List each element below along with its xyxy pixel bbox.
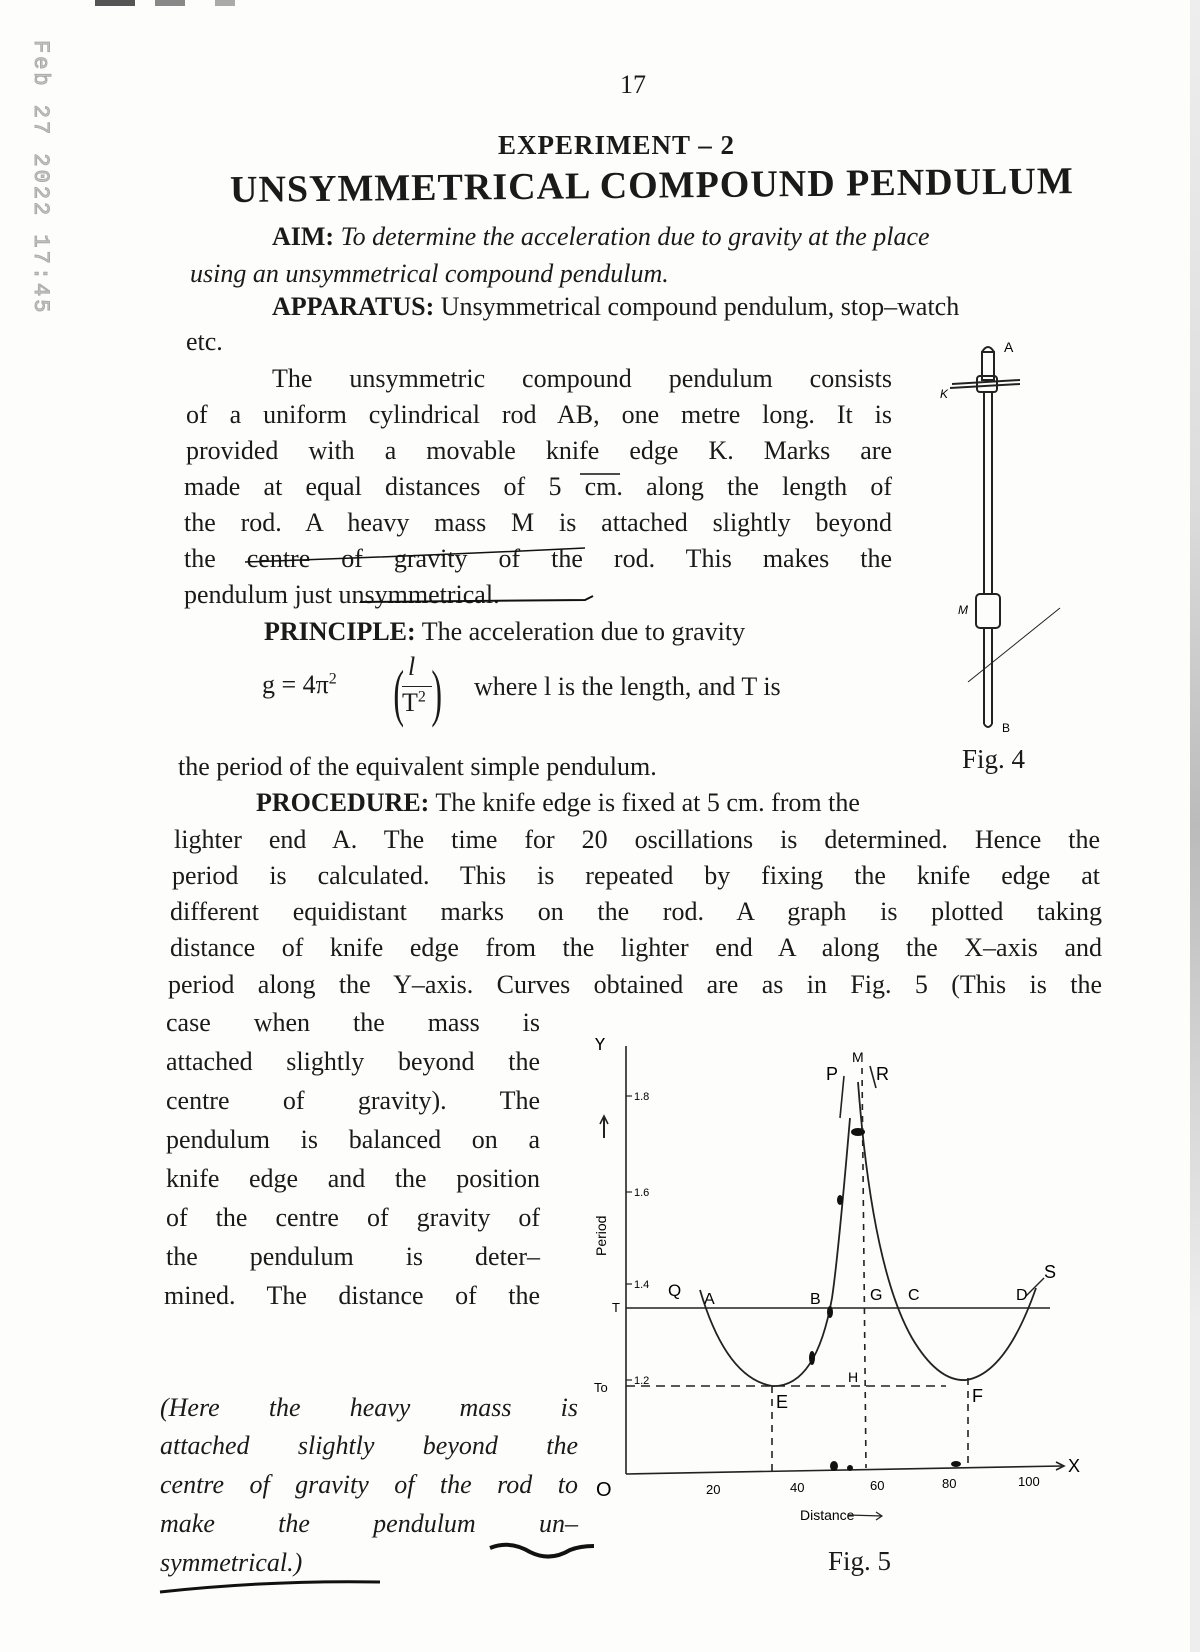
- formula-lhs: g = 4π: [262, 670, 329, 699]
- description-line: the rod. A heavy mass M is attached slightly beyond: [184, 508, 892, 537]
- note-line: (Here the heavy mass is: [160, 1393, 578, 1422]
- left-column-line: attached slightly beyond the: [166, 1047, 540, 1076]
- left-column-line: centre of gravity). The: [166, 1086, 540, 1115]
- fig5-curve-right: [858, 1082, 1036, 1380]
- fig5-y-tick-label: 1.8: [634, 1091, 650, 1103]
- procedure-line: period is calculated. This is repeated by fixing the knife edge at: [172, 861, 1100, 890]
- fig5-label-D: D: [1016, 1287, 1028, 1304]
- fig5-y-tick-label: 1.2: [634, 1375, 650, 1387]
- fig4-label-k: K: [940, 387, 949, 401]
- paren-right: ): [431, 657, 442, 728]
- fig5-label-B: B: [810, 1291, 821, 1308]
- fig4-caption: Fig. 4: [962, 744, 1026, 774]
- fig5-label-E: E: [776, 1392, 789, 1412]
- fig5-caption: Fig. 5: [828, 1546, 892, 1576]
- pen-underline: [245, 548, 585, 562]
- fig5-x-tick-label: 40: [790, 1480, 805, 1495]
- description-line: The unsymmetric compound pendulum consists: [272, 364, 892, 393]
- fig5-y-title: Period: [593, 1215, 609, 1256]
- fig5-x-tick-label: 80: [942, 1476, 957, 1491]
- apparatus-label: APPARATUS:: [272, 292, 435, 321]
- fig5-x-title: Distance: [800, 1507, 855, 1523]
- fig5-x-axis-label: X: [1068, 1456, 1081, 1476]
- pen-squiggle: [490, 1545, 594, 1557]
- principle-text: The acceleration due to gravity: [421, 617, 746, 646]
- page-edge-shadow: [1190, 0, 1200, 1652]
- apparatus-text-2: etc.: [186, 327, 223, 356]
- description-line: pendulum just unsymmetrical.: [184, 580, 500, 609]
- description-line: provided with a movable knife edge K. Marks are: [186, 436, 892, 465]
- fig4-rod-end: [984, 724, 992, 727]
- fig5-ink-dot: [827, 1306, 833, 1318]
- description-line: of a uniform cylindrical rod AB, one metre long. It is: [186, 400, 892, 429]
- left-column-line: of the centre of gravity of: [166, 1203, 540, 1232]
- fig5-x-tick-label: 100: [1018, 1474, 1040, 1489]
- fig5-y-tick-label: 1.4: [634, 1279, 650, 1291]
- fig5-ink-dot: [851, 1128, 865, 1136]
- procedure-line: lighter end A. The time for 20 oscillations is determined. Hence the: [174, 825, 1100, 854]
- left-column-line: mined. The distance of the: [164, 1281, 540, 1310]
- fig4-label-a: A: [1004, 340, 1014, 355]
- fig5-x-axis: [626, 1466, 1062, 1474]
- fig5-ink-dot: [847, 1465, 853, 1471]
- fig5-period-distance-graph: [586, 1038, 1096, 1530]
- left-column-line: knife edge and the position: [166, 1164, 540, 1193]
- fig5-T0-label: To: [594, 1380, 608, 1395]
- apparatus-text-1: Unsymmetrical compound pendulum, stop–watch: [440, 292, 960, 321]
- fig5-origin-label: O: [596, 1479, 612, 1501]
- fig5-label-H: H: [848, 1369, 859, 1385]
- fig5-label-M: M: [852, 1049, 864, 1065]
- handwritten-description-marks: [240, 440, 620, 620]
- fig5-label-S: S: [1044, 1262, 1057, 1282]
- paren-left: (: [393, 657, 404, 728]
- frac-denominator: T: [402, 688, 418, 717]
- left-column-line: case when the mass is: [166, 1008, 540, 1037]
- procedure-label: PROCEDURE:: [256, 788, 430, 817]
- fig5-ink-dot: [951, 1461, 961, 1467]
- page-number: 17: [620, 70, 646, 99]
- fig5-x-tick-label: 60: [870, 1478, 885, 1493]
- fig4-label-b: B: [1002, 721, 1011, 735]
- procedure-line: distance of knife edge from the lighter end A along the X–axis and: [170, 933, 1102, 962]
- note-line: symmetrical.): [160, 1548, 303, 1577]
- fig5-label-A: A: [704, 1291, 715, 1308]
- fig5-label-P: P: [826, 1064, 839, 1084]
- fig5-label-R: R: [876, 1064, 889, 1084]
- aim-text-1: To determine the acceleration due to gravity at the place: [340, 222, 930, 251]
- procedure-line: The knife edge is fixed at 5 cm. from the: [435, 788, 860, 817]
- fig5-T-label: T: [612, 1300, 620, 1315]
- frac-bar: [402, 686, 432, 687]
- apparatus-section: [272, 288, 959, 325]
- fig4-knife-edge: [950, 380, 1020, 388]
- fig4-heavy-mass: [976, 594, 1000, 628]
- fig4-label-m: M: [958, 603, 968, 617]
- aim-section: [272, 218, 1082, 255]
- description-line: made at equal distances of 5 cm. along the length of: [184, 472, 892, 501]
- formula-exponent: 2: [328, 670, 337, 688]
- pen-underline: [360, 596, 593, 602]
- principle-label: PRINCIPLE:: [264, 617, 416, 646]
- fig5-ink-dot: [830, 1461, 838, 1471]
- scan-artifact-top: [95, 0, 295, 6]
- procedure-first-line: [256, 784, 1100, 821]
- experiment-label: EXPERIMENT – 2: [498, 130, 736, 160]
- pen-underline: [160, 1582, 380, 1592]
- frac-numerator: l: [408, 652, 416, 681]
- scan-timestamp-stamp: Feb 27 2022 17:45: [28, 40, 53, 316]
- left-column-line: the pendulum is deter–: [166, 1242, 540, 1271]
- aim-label: AIM:: [272, 222, 335, 251]
- formula-where-text: where l is the length, and T is: [474, 672, 781, 701]
- principle-continuation: the period of the equivalent simple pendulum.: [178, 752, 657, 781]
- note-line: make the pendulum un–: [160, 1509, 578, 1538]
- note-line: centre of gravity of the rod to: [160, 1470, 578, 1499]
- fig4-pen-stroke: [968, 608, 1060, 682]
- page-title: UNSYMMETRICAL COMPOUND PENDULUM: [229, 160, 1074, 211]
- aim-text-2: using an unsymmetrical compound pendulum.: [190, 259, 669, 288]
- fig5-curve-left: [700, 1118, 850, 1386]
- fig5-label-Q: Q: [668, 1281, 682, 1300]
- fig5-label-G: G: [870, 1287, 883, 1304]
- procedure-line: different equidistant marks on the rod. A graph is plotted taking: [170, 897, 1102, 926]
- handwritten-underline-marks: [150, 1530, 620, 1600]
- fig5-y-axis-label: Y: [594, 1038, 607, 1054]
- fig5-y-tick-label: 1.6: [634, 1187, 650, 1199]
- fig5-ink-dot: [837, 1195, 843, 1205]
- procedure-line: period along the Y–axis. Curves obtained are as in Fig. 5 (This is the: [168, 970, 1102, 999]
- description-line: the centre of gravity of the rod. This makes the: [184, 544, 892, 573]
- fig5-label-C: C: [908, 1287, 920, 1304]
- fig5-ink-dot: [809, 1351, 815, 1365]
- fig4-pendulum-diagram: [920, 340, 1090, 740]
- note-line: attached slightly beyond the: [160, 1431, 578, 1460]
- frac-denominator-exp: 2: [417, 688, 426, 706]
- fig5-curve-P-end: [840, 1076, 844, 1118]
- fig5-x-tick-label: 20: [706, 1482, 721, 1497]
- fig5-label-F: F: [972, 1386, 983, 1406]
- left-column-line: pendulum is balanced on a: [166, 1125, 540, 1154]
